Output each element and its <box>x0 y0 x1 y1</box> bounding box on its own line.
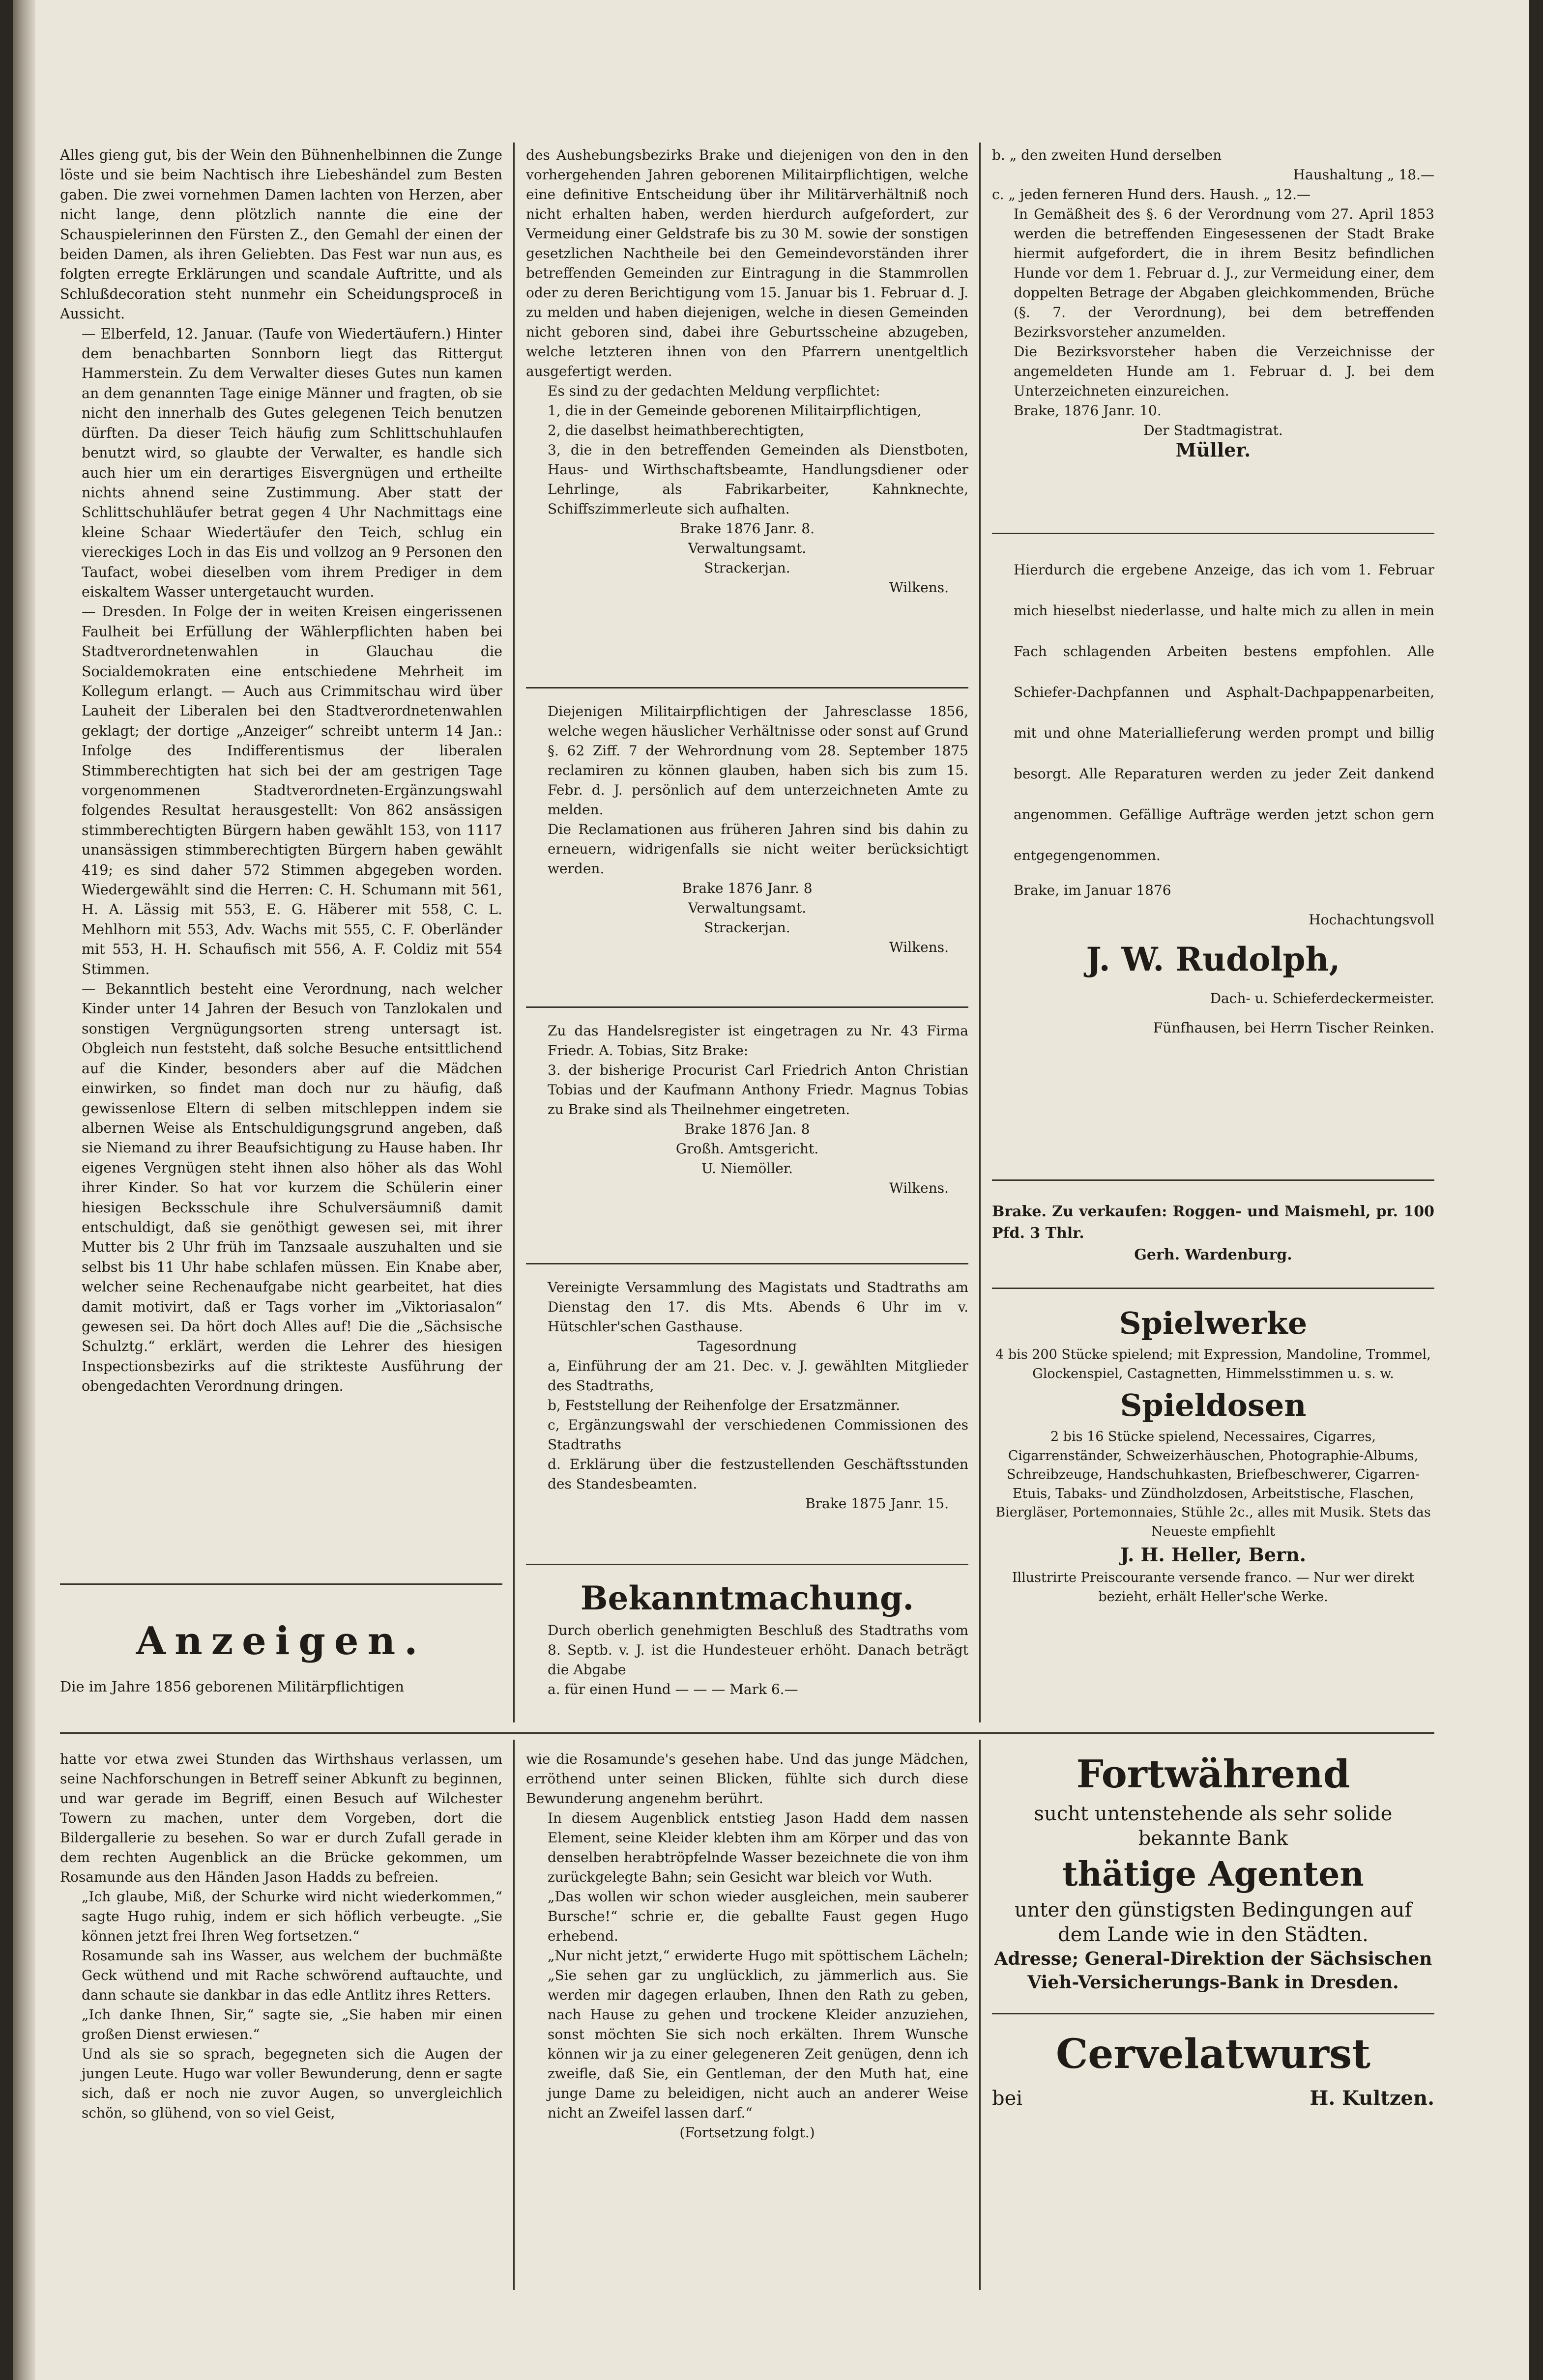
anzeigen-text: Die im Jahre 1856 geborenen Militärpflichtigen <box>60 1678 405 1695</box>
rule-col3-a <box>992 533 1434 534</box>
ad-greeting: Hochachtungsvoll <box>1309 912 1434 928</box>
notice-item: 1, die in der Gemeinde geborenen Militairpflichtigen, <box>548 402 922 419</box>
story-paragraph: wie die Rosamunde's gesehen habe. Und das junge Mädchen, erröthend unter seinen Blicken, fühlte sich durch diese Bewunderung angenehm berührt. <box>526 1751 968 1807</box>
notice-line: c. „ jeden ferneren Hund ders. Haush. „ 12.— <box>992 186 1311 202</box>
newspaper-page <box>13 0 1529 2380</box>
agenda-item: d. Erklärung über die festzustellenden Geschäftsstunden des Standesbeamten. <box>548 1456 968 1492</box>
column-rule-3 <box>513 1740 515 2290</box>
col2-story <box>526 1749 968 2143</box>
news-paragraph: — Dresden. In Folge der in weiten Kreisen eingerissenen Faulheit bei Erfüllung der Wählerpflichten haben bei Stadtverordnetenwahlen in Glauchau die Socialdemokraten eine entschiedene Mehrheit im Kollegum erlangt. — Auch aus Crimmitschau wird über Lauheit der Liberalen bei den Stadtverordnetenwahlen geklagt; der dortige „Anzeiger“ schreibt unterm 14 Jan.: Infolge des Indifferentismus der liberalen Stimmberechtigten hat sich bei der am gestrigen Tage vorgenommenen Stadtverordneten-Ergänzungswahl folgendes Resultat herausgestellt: Von 862 ansässigen stimmberechtigten Bürgern haben gewählt 153, von 1117 unansässigen stimmberechtigten Bürgern haben gewählt 419; es sind daher 572 Stimmen abgegeben worden. Wiedergewählt sind die Herren: C. H. Schumann mit 561, H. A. Lässig mit 553, E. G. Häberer mit 558, C. L. Mehlhorn mit 553, Adv. Wachs mit 555, C. F. Oberländer mit 553, H. H. Schaufisch mit 556, A. F. Coldiz mit 554 Stimmen. <box>82 603 502 977</box>
column-rule-4 <box>979 1740 981 2290</box>
notice-place: Brake 1875 Janr. 15. <box>805 1495 949 1512</box>
notice-name: U. Niemöller. <box>701 1160 793 1176</box>
news-paragraph: — Bekanntlich besteht eine Verordnung, nach welcher Kinder unter 14 Jahren der Besuch von Tanzlokalen und sonstigen Vergnügungsorten streng untersagt ist. Obgleich nun feststeht, daß solche Besuche entsittlichend auf die Kinder, besonders aber auf die Mädchen einwirken, so findet man doch nur zu häufig, daß gewissenlose Eltern di selben mitschleppen indem sie albernen Weise als Entschuldigungsgrund angeben, daß sie Niemand zu ihrer Beaufsichtigung zu Hause haben. Ihr eigenes Vergnügen steht ihnen also höher als das Wohl ihrer Kinder. So hat vor kurzem die Schülerin einer hiesigen Becksschule ihre Schulversäumniß damit entschuldigt, daß sie genöthigt gewesen sei, mit ihrer Mutter bis 2 Uhr früh im Tanzsaale auszuhalten und sie selbst bis 11 Uhr habe schlafen müssen. Ein Knabe aber, welcher seine Rechenaufgabe nicht gearbeitet, hat dies damit motivirt, daß er Tags vorher im „Viktoriasalon“ gewesen sei. Da hört doch Alles auf! Die die „Sächsische Schulztg.“ erklärt, werden die Lehrer des hiesigen Inspectionsbezirks auf die strikteste Ausführung der obengedachten Verordnung dringen. <box>82 981 502 1395</box>
notice-name: Müller. <box>1175 439 1251 461</box>
ad-place: Brake, im Januar 1876 <box>1014 882 1171 898</box>
ad-text: 2 bis 16 Stücke spielend, Necessaires, Cigarres, Cigarrenständer, Schweizerhäuschen, Photographie-Albums, Schreibzeuge, Handschuhkasten, Briefbeschwerer, Cigarren-Etuis, Tabaks- und Zündholzdosen, Arbeitstische, Flaschen, Biergläser, Portemonnaies, Stühle 2c., alles mit Musik. Stets das Neueste empfiehlt <box>995 1429 1431 1539</box>
notice-line: a. für einen Hund — — — Mark 6.— <box>548 1681 798 1697</box>
ad-text: 4 bis 200 Stücke spielend; mit Expression, Mandoline, Trommel, Glockenspiel, Castagnetten, Himmelsstimmen u. s. w. <box>995 1347 1431 1381</box>
ad-title: Cervelatwurst <box>1055 2031 1371 2078</box>
ad-bei: bei <box>992 2087 1023 2110</box>
ad-text: sucht untenstehende als sehr solide bekannte Bank <box>1034 1803 1393 1850</box>
notice-place: Brake, 1876 Janr. 10. <box>1014 402 1162 419</box>
notice-line: Haushaltung „ 18.— <box>1293 167 1434 183</box>
story-paragraph: „Ich glaube, Miß, der Schurke wird nicht wiederkommen,“ sagte Hugo ruhig, indem er sich höflich verbeugte. „Sie können jetzt frei Ihren Weg fortsetzen.“ <box>82 1889 502 1944</box>
notice-text: Durch oberlich genehmigten Beschluß des Stadtraths vom 8. Septb. v. J. ist die Hundesteuer erhöht. Danach beträgt die Abgabe <box>548 1622 968 1678</box>
notice-countersign: Wilkens. <box>889 579 949 596</box>
notice-text: Diejenigen Militairpflichtigen der Jahresclasse 1856, welche wegen häuslicher Verhältnisse oder sonst auf Grund §. 62 Ziff. 7 der Wehrordnung vom 28. September 1875 reclamiren zu können glauben, haben sich bis zum 15. Febr. d. J. persönlich auf dem unterzeichneten Amte zu melden. <box>548 703 968 818</box>
notice-office: Verwaltungsamt. <box>688 900 807 916</box>
notice-place: Brake 1876 Jan. 8 <box>684 1121 810 1137</box>
bekanntmachung-title: Bekanntmachung. <box>580 1579 914 1617</box>
notice-name: Strackerjan. <box>704 560 790 576</box>
col2-versammlung <box>526 1278 968 1514</box>
ad-text: Brake. Zu verkaufen: Roggen- und Maismehl, pr. 100 Pfd. 3 Thlr. <box>992 1203 1434 1242</box>
notice-text: Es sind zu der gedachten Meldung verpflichtet: <box>548 383 880 399</box>
ad-trade: Dach- u. Schieferdeckermeister. <box>1210 990 1434 1006</box>
notice-item: 2, die daselbst heimathberechtigten, <box>548 422 805 438</box>
ad-address: Fünfhausen, bei Herrn Tischer Reinken. <box>1153 1020 1434 1036</box>
col1-news <box>60 145 502 1571</box>
story-paragraph: „Das wollen wir schon wieder ausgleichen, mein sauberer Bursche!“ schrie er, die geballte Faust gegen Hugo erhebend. <box>548 1889 968 1944</box>
col2-reclamation-notice <box>526 702 968 957</box>
story-paragraph: „Ich danke Ihnen, Sir,“ sagte sie, „Sie haben mir einen großen Dienst erwiesen.“ <box>82 2007 502 2042</box>
ad-text: Adresse; General-Direktion der Sächsischen Vieh-Versicherungs-Bank in Dresden. <box>994 1949 1432 1993</box>
ad-name: J. H. Heller, Bern. <box>1120 1544 1306 1566</box>
ad-footer: Illustrirte Preiscourante versende franco. — Nur wer direkt bezieht, erhält Heller'sche Werke. <box>1012 1570 1415 1605</box>
agenda-title: Tagesordnung <box>697 1338 797 1354</box>
story-paragraph: hatte vor etwa zwei Stunden das Wirthshaus verlassen, um seine Nachforschungen in Betreff seiner Abkunft zu beginnen, und war gerade im Begriff, einen Besuch auf Wilchester Towern zu machen, unter dem Vorgeben, dort die Bildergallerie zu besehen. So war er durch Zufall gerade in dem rechten Augenblick an die Brücke gekommen, um Rosamunde aus den Händen Jason Hadds zu befreien. <box>60 1751 502 1885</box>
column-rule-2 <box>979 143 981 1722</box>
notice-text: Die Reclamationen aus früheren Jahren sind bis dahin zu erneuern, widrigenfalls sie nicht weiter berücksichtigt werden. <box>548 821 968 877</box>
notice-place: Brake 1876 Janr. 8 <box>682 880 813 896</box>
ad-title: Spieldosen <box>1120 1387 1307 1423</box>
col2-handelsregister <box>526 1021 968 1198</box>
col3-heller-ad <box>992 1301 1434 1606</box>
news-paragraph: Alles gieng gut, bis der Wein den Bühnenhelbinnen die Zunge löste und sie beim Nachtisch ihre Liebeshändel zum Besten gaben. Die zwei vornehmen Damen lachten von Herzen, aber nicht lange, denn plötzlich nannte die eine der Schauspielerinnen den Fürsten Z., den Gemahl der einen der beiden Damen, als ihren Geliebten. Das Fest war nun aus, es folgten erregte Erklärungen und scandale Auftritte, und als Schlußdecoration steht nunmehr ein Scheidungsproceß in Aussicht. <box>60 147 502 322</box>
ad-title: Spielwerke <box>1119 1305 1308 1341</box>
notice-office: Der Stadtmagistrat. <box>1143 422 1283 438</box>
ad-name: H. Kultzen. <box>1310 2087 1434 2110</box>
col2-bekanntmachung <box>526 1576 968 1699</box>
rule-col2-b <box>526 1006 968 1008</box>
story-paragraph: Und als sie so sprach, begegneten sich die Augen der jungen Leute. Hugo war voller Bewunderung, denn er sagte sich, daß er noch nie zuvor Augen, so unvergleichlich schön, so glühend, von so viel Geist, <box>82 2046 502 2121</box>
anzeigen-section <box>60 1617 502 1697</box>
col3-cervelat-ad <box>992 2025 1434 2113</box>
col1-story <box>60 1749 502 2123</box>
ad-title: Fortwährend <box>1076 1752 1350 1797</box>
agenda-item: b, Feststellung der Reihenfolge der Ersatzmänner. <box>548 1397 901 1413</box>
rule-col2-a <box>526 687 968 688</box>
notice-text: Die Bezirksvorsteher haben die Verzeichnisse der angemeldeten Hunde am 1. Februar d. J. bei dem Unterzeichneten einzureichen. <box>1014 344 1434 399</box>
rule-col3-d <box>992 2013 1434 2014</box>
story-continued: (Fortsetzung folgt.) <box>679 2124 815 2141</box>
notice-text: In Gemäßheit des §. 6 der Verordnung vom 27. April 1853 werden die betreffenden Eingesessenen der Stadt Brake hiermit aufgefordert, die in ihrem Besitz befindlichen Hunde vor dem 1. Februar d. J., zur Vermeidung einer, dem doppelten Betrage der Abgaben gleichkommenden, Brüche (§. 7. der Verordnung), bei dem betreffenden Bezirksvorsteher anzumelden. <box>1014 206 1434 340</box>
col2-militair-notice <box>526 145 968 598</box>
rule-col3-b <box>992 1179 1434 1181</box>
ad-text: Hierdurch die ergebene Anzeige, das ich vom 1. Februar mich hieselbst niederlasse, und halte mich zu allen in mein Fach schlagenden Arbeiten bestens empfohlen. Alle Schiefer-Dachpfannen und Asphalt-Dachpappenarbeiten, mit und ohne Materiallieferung werden prompt und billig besorgt. Alle Reparaturen werden zu jeder Zeit dankend angenommen. Gefällige Aufträge werden jetzt schon gern entgegengenommen. <box>1014 562 1434 863</box>
notice-text: Zu das Handelsregister ist eingetragen zu Nr. 43 Firma Friedr. A. Tobias, Sitz Brake: <box>548 1023 968 1059</box>
col3-agenten-ad <box>992 1748 1434 1994</box>
anzeigen-title: Anzeigen. <box>136 1619 427 1663</box>
col3-hundesteuer-cont <box>992 145 1434 460</box>
notice-office: Verwaltungsamt. <box>688 540 807 556</box>
notice-office: Großh. Amtsgericht. <box>675 1141 819 1157</box>
section-rule <box>60 1732 1434 1734</box>
ad-text: unter den günstigsten Bedingungen auf dem Lande wie in den Städten. <box>1014 1899 1412 1946</box>
notice-name: Strackerjan. <box>704 919 790 936</box>
news-paragraph: — Elberfeld, 12. Januar. (Taufe von Wiedertäufern.) Hinter dem benachbarten Sonnborn liegt das Rittergut Hammerstein. Zu dem Verwalter dieses Gutes nun kamen an dem genannten Tage einige Männer und fragten, ob sie nicht den innerhalb des Gutes gelegenen Teich benutzen dürften. Da dieser Teich häufig zum Schlittschuhlaufen benutzt wird, so glaubte der Verwalter, es handle sich auch hier um ein derartiges Eisvergnügen und ertheilte nichts ahnend seine Zustimmung. Aber statt der Schlittschuhläufer betrat gegen 4 Uhr Nachmittags eine kleine Schaar Wiedertäufer den Teich, schlug ein viereckiges Loch in das Eis und vollzog an 9 Personen den Taufact, wobei dieselben vom ihrem Prediger in dem eiskaltem Wasser untergetaucht wurden. <box>82 325 502 600</box>
rule-col2-d <box>526 1564 968 1565</box>
agenda-item: c, Ergänzungswahl der verschiedenen Commissionen des Stadtraths <box>548 1417 968 1453</box>
rule-col3-c <box>992 1288 1434 1289</box>
col3-wardenburg-ad <box>992 1201 1434 1266</box>
story-paragraph: In diesem Augenblick entstieg Jason Hadd dem nassen Element, seine Kleider klebten ihm am Körper und das von denselben herabtröpfelnde Wasser bezeichnete die von ihm zurückgelegte Bahn; sein Gesicht war bleich vor Wuth. <box>548 1810 968 1885</box>
ad-name: Gerh. Wardenburg. <box>1134 1246 1292 1263</box>
notice-countersign: Wilkens. <box>889 1180 949 1196</box>
story-paragraph: „Nur nicht jetzt,“ erwiderte Hugo mit spöttischem Lächeln; „Sie sehen gar zu unglücklich, zu jämmerlich aus. Sie werden mir dagegen erlauben, Ihnen den Rath zu geben, nach Hause zu gehen und trockene Kleider anzuziehen, sonst möchten Sie sich noch erkälten. Ihrem Wunsche können wir ja zu einer gelegeneren Zeit genügen, denn ich zweifle, daß Sie, ein Gentleman, der den Muth hat, eine junge Dame zu beleidigen, nicht auch an anderer Weise nicht an Zweifel lassen darf.“ <box>548 1948 968 2121</box>
notice-item: 3, die in den betreffenden Gemeinden als Dienstboten, Haus- und Wirthschaftsbeamte, Handlungsdiener oder Lehrlinge, als Fabrikarbeiter, Kahnknechte, Schiffszimmerleute sich aufhalten. <box>548 442 968 517</box>
agenda-item: a, Einführung der am 21. Dec. v. J. gewählten Mitglieder des Stadtraths, <box>548 1358 968 1394</box>
ad-name: J. W. Rudolph, <box>1086 940 1340 978</box>
notice-text: 3. der bisherige Procurist Carl Friedrich Anton Christian Tobias und der Kaufmann Anthony Friedr. Magnus Tobias zu Brake sind als Theilnehmer eingetreten. <box>548 1062 968 1118</box>
ad-title: thätige Agenten <box>1062 1855 1364 1894</box>
notice-place: Brake 1876 Janr. 8. <box>679 520 815 537</box>
column-rule-1 <box>513 143 515 1722</box>
rule-col2-c <box>526 1263 968 1264</box>
anzeigen-rule <box>60 1583 502 1585</box>
notice-text: Vereinigte Versammlung des Magistats und Stadtraths am Dienstag den 17. dis Mts. Abends 6 Uhr im v. Hütschler'schen Gasthause. <box>548 1279 968 1335</box>
col3-rudolph-ad <box>992 549 1434 1043</box>
notice-line: b. „ den zweiten Hund derselben <box>992 147 1222 163</box>
notice-countersign: Wilkens. <box>889 939 949 955</box>
notice-text: des Aushebungsbezirks Brake und diejenigen von den in den vorhergehenden Jahren geborenen Militairpflichtigen, welche eine definitive Entscheidung über ihr Militärverhältniß noch nicht erhalten haben, werden hierdurch aufgefordert, zur Vermeidung einer Geldstrafe bis zu 30 M. sowie der sonstigen gesetzlichen Nachtheile bei den Gemeindevorständen ihrer betreffenden Gemeinden zur Eintragung in die Stammrollen oder zu deren Berichtigung vom 15. Januar bis 1. Februar d. J. zu melden und haben diejenigen, welche in diesen Gemeinden nicht geboren sind, dabei ihre Geburtsscheine abzugeben, welche letzteren ihnen von den Pfarrern unentgeltlich ausgefertigt werden. <box>526 147 968 379</box>
story-paragraph: Rosamunde sah ins Wasser, aus welchem der buchmäßte Geck wüthend und mit Rache schwörend auftauchte, und dann schaute sie dankbar in das edle Antlitz ihres Retters. <box>82 1948 502 2003</box>
